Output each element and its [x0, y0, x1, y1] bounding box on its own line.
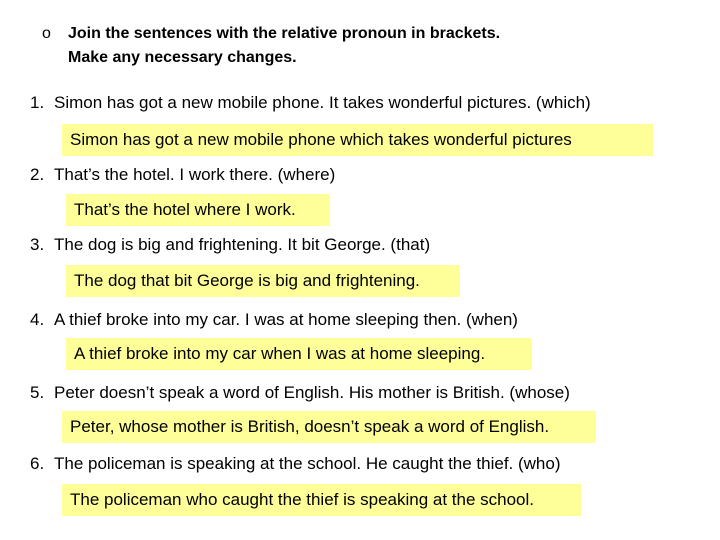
question-number: 2.: [30, 165, 45, 184]
instruction-line-2: Make any necessary changes.: [68, 49, 297, 66]
bullet-marker: o: [42, 25, 51, 42]
question-3: [30, 235, 430, 255]
answer-5: Peter, whose mother is British, doesn’t speak a word of English.: [62, 411, 596, 443]
answer-2: That’s the hotel where I work.: [66, 194, 330, 226]
question-4: [30, 310, 518, 330]
question-number: 6.: [30, 454, 45, 473]
answer-1: Simon has got a new mobile phone which takes wonderful pictures: [62, 124, 653, 156]
question-1: [30, 93, 591, 113]
answer-6: The policeman who caught the thief is speaking at the school.: [62, 484, 581, 516]
question-text: The dog is big and frightening. It bit George. (that): [54, 235, 431, 254]
question-2: [30, 165, 335, 185]
question-number: 5.: [30, 383, 45, 402]
question-6: [30, 454, 561, 474]
question-number: 1.: [30, 93, 45, 112]
question-text: Simon has got a new mobile phone. It takes wonderful pictures. (which): [54, 93, 591, 112]
answer-4: A thief broke into my car when I was at home sleeping.: [66, 338, 532, 370]
question-text: A thief broke into my car. I was at home sleeping then. (when): [54, 310, 518, 329]
instruction-line-1: Join the sentences with the relative pronoun in brackets.: [68, 25, 501, 42]
answer-3: The dog that bit George is big and frightening.: [66, 265, 460, 297]
question-number: 4.: [30, 310, 45, 329]
question-text: That’s the hotel. I work there. (where): [54, 165, 336, 184]
question-number: 3.: [30, 235, 45, 254]
question-5: [30, 383, 570, 403]
instruction-text: [68, 22, 668, 70]
question-text: Peter doesn’t speak a word of English. His mother is British. (whose): [54, 383, 570, 402]
question-text: The policeman is speaking at the school. He caught the thief. (who): [54, 454, 561, 473]
